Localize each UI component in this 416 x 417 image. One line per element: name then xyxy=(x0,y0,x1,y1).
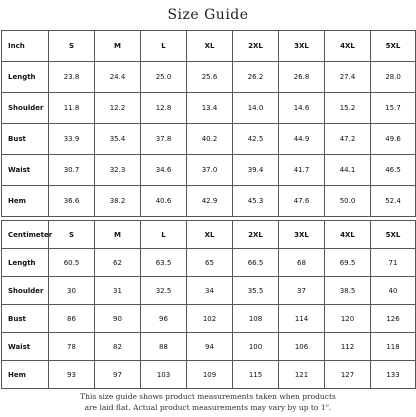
measurement-label-cell: Hem xyxy=(2,361,49,389)
table-row xyxy=(2,155,416,186)
measurement-value-cell: 114 xyxy=(279,305,325,333)
measurement-value-cell: 40.6 xyxy=(141,186,187,217)
measurement-value-cell: 35.4 xyxy=(95,124,141,155)
measurement-label-cell: Length xyxy=(2,249,49,277)
measurement-value-cell: 120 xyxy=(325,305,371,333)
measurement-value-cell: 23.8 xyxy=(49,62,95,93)
measurement-value-cell: 71 xyxy=(371,249,416,277)
table-row xyxy=(2,277,416,305)
measurement-value-cell: 47.2 xyxy=(325,124,371,155)
measurement-value-cell: 106 xyxy=(279,333,325,361)
measurement-value-cell: 25.6 xyxy=(187,62,233,93)
measurement-value-cell: 37.8 xyxy=(141,124,187,155)
table-row xyxy=(2,124,416,155)
size-header-cell: S xyxy=(49,221,95,249)
measurement-value-cell: 11.8 xyxy=(49,93,95,124)
size-header-cell: XL xyxy=(187,31,233,62)
measurement-value-cell: 68 xyxy=(279,249,325,277)
measurement-value-cell: 38.2 xyxy=(95,186,141,217)
measurement-value-cell: 32.5 xyxy=(141,277,187,305)
measurement-label-cell: Length xyxy=(2,62,49,93)
measurement-note xyxy=(0,391,416,413)
size-header-cell: 3XL xyxy=(279,31,325,62)
size-header-cell: XL xyxy=(187,221,233,249)
table-row xyxy=(2,361,416,389)
centimeter-size-table xyxy=(1,220,416,389)
measurement-value-cell: 94 xyxy=(187,333,233,361)
measurement-value-cell: 28.0 xyxy=(371,62,416,93)
measurement-value-cell: 69.5 xyxy=(325,249,371,277)
table-row xyxy=(2,93,416,124)
table-row xyxy=(2,62,416,93)
measurement-value-cell: 31 xyxy=(95,277,141,305)
measurement-value-cell: 33.9 xyxy=(49,124,95,155)
size-header-cell: 4XL xyxy=(325,31,371,62)
size-header-cell: 2XL xyxy=(233,31,279,62)
measurement-value-cell: 41.7 xyxy=(279,155,325,186)
measurement-value-cell: 133 xyxy=(371,361,416,389)
table-row xyxy=(2,305,416,333)
note-line-2: are laid flat. Actual product measurements may vary by up to 1". xyxy=(84,403,332,412)
measurement-label-cell: Shoulder xyxy=(2,277,49,305)
measurement-value-cell: 13.4 xyxy=(187,93,233,124)
measurement-label-cell: Waist xyxy=(2,333,49,361)
size-header-cell: S xyxy=(49,31,95,62)
measurement-value-cell: 14.0 xyxy=(233,93,279,124)
measurement-value-cell: 24.4 xyxy=(95,62,141,93)
measurement-value-cell: 112 xyxy=(325,333,371,361)
table-row xyxy=(2,186,416,217)
size-header-cell: M xyxy=(95,31,141,62)
measurement-value-cell: 30 xyxy=(49,277,95,305)
measurement-value-cell: 102 xyxy=(187,305,233,333)
size-header-cell: 5XL xyxy=(371,221,416,249)
measurement-value-cell: 118 xyxy=(371,333,416,361)
unit-header-cell: Centimeter xyxy=(2,221,49,249)
measurement-value-cell: 42.5 xyxy=(233,124,279,155)
measurement-value-cell: 37 xyxy=(279,277,325,305)
measurement-value-cell: 82 xyxy=(95,333,141,361)
measurement-value-cell: 12.2 xyxy=(95,93,141,124)
measurement-value-cell: 37.0 xyxy=(187,155,233,186)
measurement-label-cell: Hem xyxy=(2,186,49,217)
measurement-value-cell: 108 xyxy=(233,305,279,333)
table-header-row xyxy=(2,31,416,62)
measurement-value-cell: 121 xyxy=(279,361,325,389)
measurement-value-cell: 44.9 xyxy=(279,124,325,155)
measurement-value-cell: 35.5 xyxy=(233,277,279,305)
measurement-value-cell: 115 xyxy=(233,361,279,389)
measurement-value-cell: 15.2 xyxy=(325,93,371,124)
table-header-row xyxy=(2,221,416,249)
measurement-value-cell: 26.2 xyxy=(233,62,279,93)
note-line-1: This size guide shows product measurements taken when products xyxy=(80,392,336,401)
measurement-value-cell: 27.4 xyxy=(325,62,371,93)
measurement-value-cell: 39.4 xyxy=(233,155,279,186)
measurement-value-cell: 14.6 xyxy=(279,93,325,124)
measurement-value-cell: 12.8 xyxy=(141,93,187,124)
measurement-value-cell: 46.5 xyxy=(371,155,416,186)
measurement-value-cell: 127 xyxy=(325,361,371,389)
measurement-value-cell: 34.6 xyxy=(141,155,187,186)
page-title: Size Guide xyxy=(167,7,249,23)
measurement-value-cell: 62 xyxy=(95,249,141,277)
measurement-value-cell: 109 xyxy=(187,361,233,389)
size-header-cell: 5XL xyxy=(371,31,416,62)
measurement-label-cell: Bust xyxy=(2,305,49,333)
measurement-value-cell: 78 xyxy=(49,333,95,361)
measurement-value-cell: 90 xyxy=(95,305,141,333)
measurement-value-cell: 86 xyxy=(49,305,95,333)
measurement-value-cell: 15.7 xyxy=(371,93,416,124)
measurement-value-cell: 100 xyxy=(233,333,279,361)
measurement-value-cell: 66.5 xyxy=(233,249,279,277)
measurement-value-cell: 26.8 xyxy=(279,62,325,93)
measurement-label-cell: Bust xyxy=(2,124,49,155)
measurement-value-cell: 40.2 xyxy=(187,124,233,155)
measurement-value-cell: 97 xyxy=(95,361,141,389)
measurement-value-cell: 103 xyxy=(141,361,187,389)
measurement-value-cell: 34 xyxy=(187,277,233,305)
measurement-value-cell: 96 xyxy=(141,305,187,333)
measurement-value-cell: 30.7 xyxy=(49,155,95,186)
measurement-value-cell: 49.6 xyxy=(371,124,416,155)
measurement-value-cell: 65 xyxy=(187,249,233,277)
size-header-cell: L xyxy=(141,221,187,249)
measurement-value-cell: 88 xyxy=(141,333,187,361)
size-header-cell: M xyxy=(95,221,141,249)
size-header-cell: L xyxy=(141,31,187,62)
measurement-value-cell: 45.3 xyxy=(233,186,279,217)
measurement-value-cell: 32.3 xyxy=(95,155,141,186)
measurement-value-cell: 38.5 xyxy=(325,277,371,305)
size-header-cell: 4XL xyxy=(325,221,371,249)
unit-header-cell: Inch xyxy=(2,31,49,62)
measurement-value-cell: 42.9 xyxy=(187,186,233,217)
measurement-label-cell: Shoulder xyxy=(2,93,49,124)
size-header-cell: 3XL xyxy=(279,221,325,249)
measurement-value-cell: 60.5 xyxy=(49,249,95,277)
measurement-value-cell: 50.0 xyxy=(325,186,371,217)
table-row xyxy=(2,333,416,361)
measurement-value-cell: 126 xyxy=(371,305,416,333)
measurement-value-cell: 63.5 xyxy=(141,249,187,277)
measurement-value-cell: 52.4 xyxy=(371,186,416,217)
measurement-value-cell: 44.1 xyxy=(325,155,371,186)
measurement-label-cell: Waist xyxy=(2,155,49,186)
inch-size-table xyxy=(1,30,416,217)
measurement-value-cell: 47.6 xyxy=(279,186,325,217)
measurement-value-cell: 40 xyxy=(371,277,416,305)
size-header-cell: 2XL xyxy=(233,221,279,249)
measurement-value-cell: 25.0 xyxy=(141,62,187,93)
measurement-value-cell: 93 xyxy=(49,361,95,389)
measurement-value-cell: 36.6 xyxy=(49,186,95,217)
table-row xyxy=(2,249,416,277)
